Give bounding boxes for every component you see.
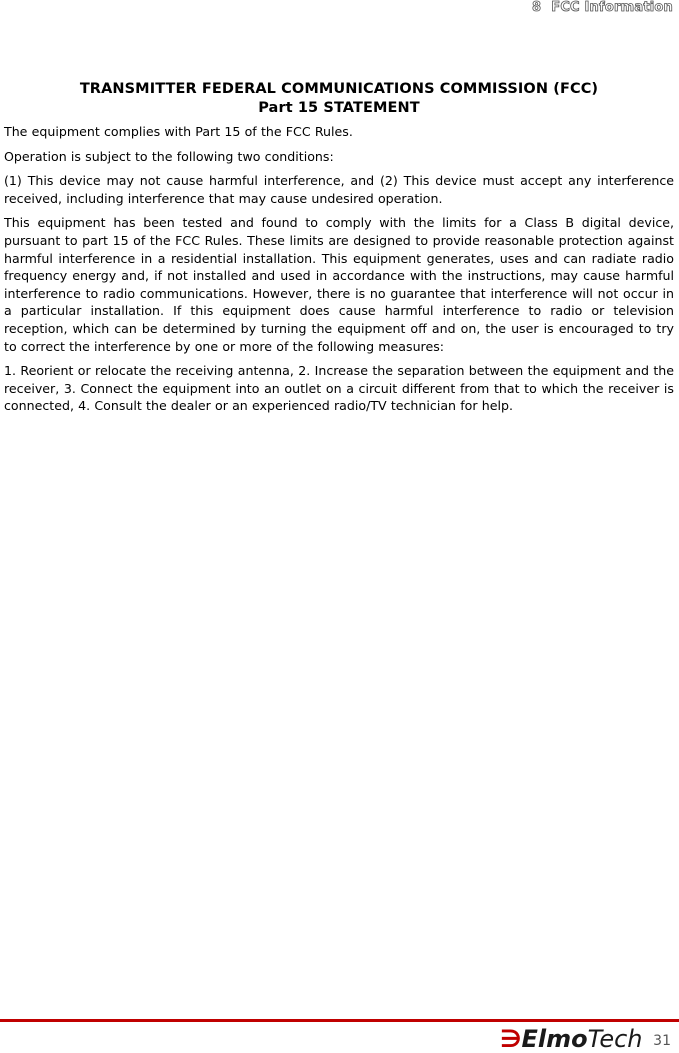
paragraph-compliance: The equipment complies with Part 15 of the FCC Rules. — [4, 124, 353, 139]
footer-rule — [0, 1019, 679, 1022]
section-title: FCC Information — [551, 0, 673, 15]
paragraph-conditions-intro: Operation is subject to the following two conditions: — [4, 148, 334, 164]
page-number: 31 — [653, 1033, 671, 1049]
section-header — [532, 0, 673, 15]
section-number: 8 — [531, 0, 542, 15]
statement-title-line1: TRANSMITTER FEDERAL COMMUNICATIONS COMMISSION (FCC) — [79, 81, 599, 97]
statement-title — [4, 80, 674, 118]
main-content — [4, 80, 674, 422]
paragraph-class-b: This equipment has been tested and found to comply with the limits for a Class B digital device, pursuant to part 15 of the FCC Rules. These limits are designed to provide reasonable protection against harmful interference in a residential installation. This equipment generates, uses and can radiate radio frequency energy and, if not installed and used in accordance with the instructions, may cause harmful interference to radio communications. However, there is no guarantee that interference will not occur in a particular installation. If this equipment does cause harmful interference to radio or television reception, which can be determined by turning the equipment off and on, the user is encouraged to try to correct the interference by one or more of the following measures: — [4, 215, 674, 354]
paragraph-measures: 1. Reorient or relocate the receiving antenna, 2. Increase the separation between the equipment and the receiver, 3. Connect the equipment into an outlet on a circuit different from that to which the receiver is connected, 4. Consult the dealer or an experienced radio/TV technician for help. — [4, 363, 674, 414]
statement-title-line2: Part 15 STATEMENT — [258, 100, 420, 116]
paragraph-conditions: (1) This device may not cause harmful interference, and (2) This device must accept any interference received, including interference that may cause undesired operation. — [4, 173, 674, 206]
elmotech-logo: ∋ElmoTech — [500, 1025, 643, 1053]
